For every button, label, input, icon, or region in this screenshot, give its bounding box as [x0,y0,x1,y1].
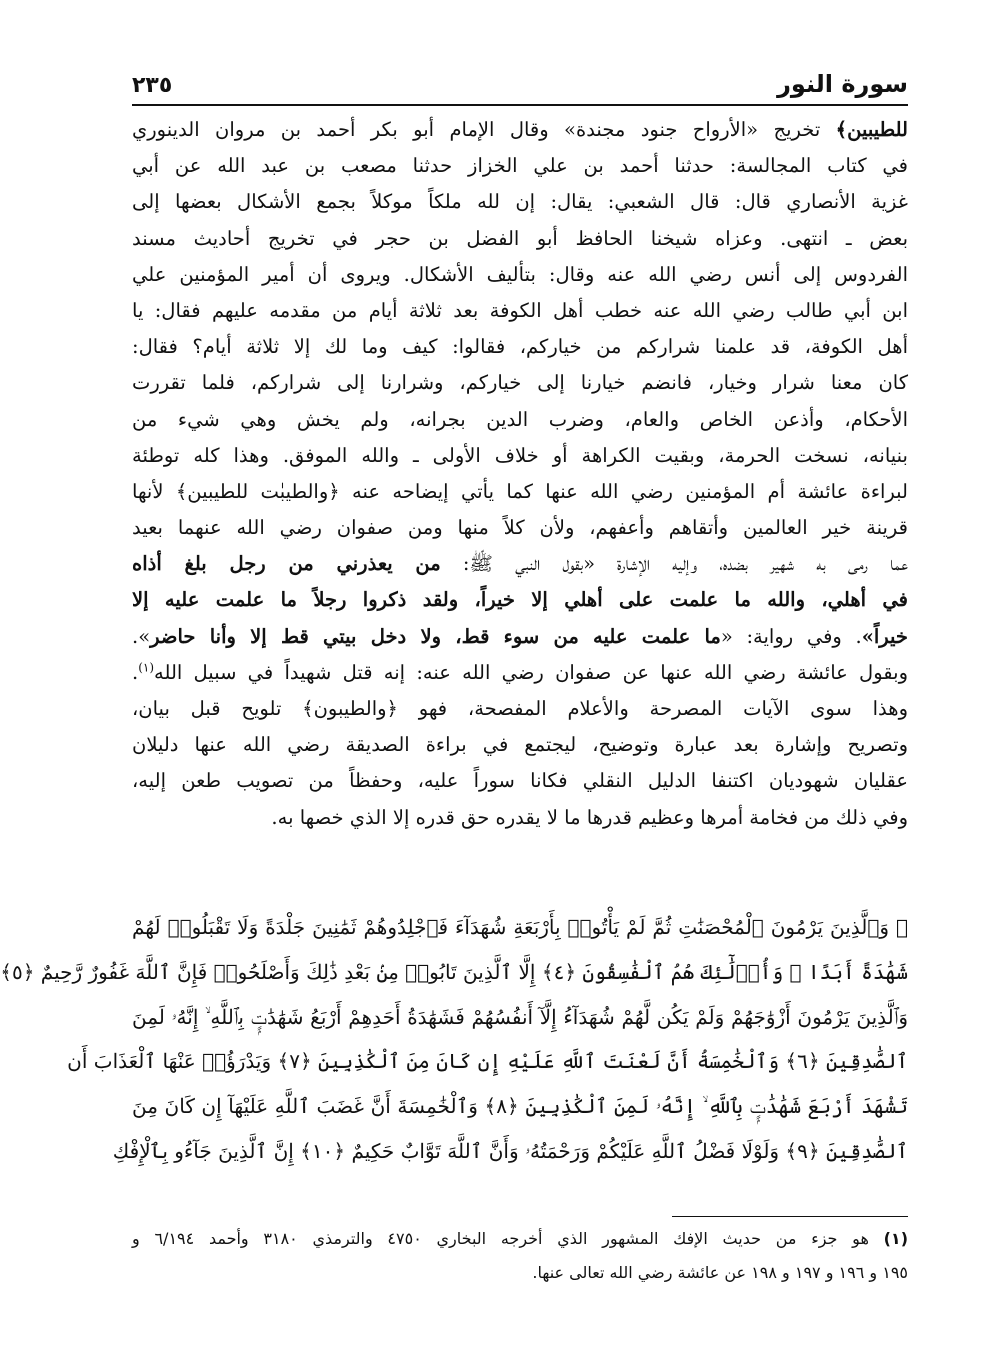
quran-verse-line: ﴿ وَٱلَّذِينَ يَرْمُونَ ٱلْمُحْصَنَٰتِ ثُمَّ لَمْ يَأْتُوا۟ بِأَرْبَعَةِ شُهَدَآءَ فَٱجْلِدُوهُمْ ثَمَٰنِينَ جَلْدَةً وَلَا تَقْبَلُوا۟ لَهُمْ [132,915,909,939]
text-run: وفي ذلك من فخامة أمرها وعظيم قدرها ما لا يقدره حق قدره إلا الذي خصها به. [271,805,908,829]
text-run: بنيانه، نسخت الحرمة، وبقيت الكراهة أو خلاف الأولى ـ والله الموفق. وهذا كله توطئة [132,443,908,467]
text-run: وبقول عائشة رضي الله عنها عن صفوان رضي الله عنه: إنه قتل شهيداً في سبيل الله [154,660,908,684]
text-run: وتصريح وإشارة بعد عبارة وتوضيح، ليجتمع في براءة الصديقة رضي الله عنها دليلان [132,733,908,757]
text-line [132,619,908,655]
text-line [132,184,908,220]
text-line [132,510,908,546]
text-line [132,438,908,474]
text-run: عما رمى به شهير بضده، وإليه الإشارة «بقول النبي ﷺ: [440,552,908,576]
hadith-quote-bold: في أهلي، والله ما علمت على أهلي إلا خيراً، ولقد ذكروا رجلاً ما علمت عليه إلا [132,588,908,612]
text-run: في كتاب المجالسة: حدثنا أحمد بن علي الخزاز حدثنا مصعب بن عبد الله عن أبي [132,154,908,178]
text-run: أهل الكوفة، قد علمنا شراركم من خياركم، فقالوا: كيف وما لك إلا ثلاثة أيام؟ فقال: [132,335,908,359]
footnote-line [132,1222,908,1256]
text-line [132,293,908,329]
footnote-line: ١٩٥ و ١٩٦ و ١٩٧ و ١٩٨ عن عائشة رضي الله تعالى عنها. [532,1263,908,1282]
header-divider [132,104,908,106]
hadith-quote-bold: للطيبين﴾ [835,118,908,141]
text-line [132,763,908,799]
text-run: غزية الأنصاري قال: قال الشعبي: يقال: إن لله ملكاً موكلاً بجمع الأشكال بعضها إلى [132,190,908,214]
text-line [132,148,908,184]
footnote-text: هو جزء من حديث الإفك المشهور الذي أخرجه البخاري ٤٧٥٠ والترمذي ٣١٨٠ وأحمد ٦/١٩٤ و [132,1229,884,1248]
text-run: كان معنا شرار وخيار، فانضم خيارنا إلى خياركم، وشرارنا إلى شراركم، فلما تقررت [132,371,908,395]
text-line [132,655,908,691]
quran-verse-line: وَٱلَّذِينَ يَرْمُونَ أَزْوَٰجَهُمْ وَلَمْ يَكُن لَّهُمْ شُهَدَآءُ إِلَّآ أَنفُسُهُمْ فَشَهَٰدَةُ أَحَدِهِمْ أَرْبَعُ شَهَٰدَٰتٍۭ بِٱللَّهِ ۙ إِنَّهُۥ لَمِنَ [132,1004,908,1029]
text-line [132,112,908,148]
text-run: بعض ـ انتهى. وعزاه شيخنا الحافظ أبو الفضل بن حجر في تخريج أحاديث مسند [132,226,908,250]
text-line [132,474,908,510]
text-line [132,402,908,438]
text-run: وهذا سوى الآيات المصرحة والأعلام المفصحة، فهو ﴿والطيبون﴾ تلويح قبل بيان، [132,697,908,720]
text-line [132,582,908,618]
text-run: ابن أبي طالب رضي الله عنه خطب أهل الكوفة بعد ثلاثة أيام من مقدمه عليهم فقال: يا [132,298,908,322]
text-run: ». [132,624,151,648]
commentary-text [132,112,908,836]
text-line [132,727,908,763]
text-line [132,221,908,257]
text-run: تخريج «الأرواح جنود مجندة» وقال الإمام أبو بكر أحمد بن مروان الدينوري [132,118,836,141]
hadith-quote-bold: من يعذرني من رجل بلغ أذاه [132,552,441,576]
quran-verses-block [0,905,909,1174]
page-number: ٢٣٥ [132,73,173,98]
hadith-quote-bold: خيراً» [861,624,908,648]
text-line [132,800,908,836]
quran-verse-line: تَشْهَدَ أَرْبَعَ شَهَٰدَٰتٍۭ بِٱللَّهِ ۙ إِنَّهُۥ لَمِنَ ٱلْكَٰذِبِينَ ﴿٨﴾ وَٱلْخَٰمِسَةَ أَنَّ غَضَبَ ٱللَّهِ عَلَيْهَآ إِن كَانَ مِنَ [132,1094,908,1119]
text-run: الفردوس إلى أنس رضي الله عنه وقال: بتأليف الأشكال. ويروى أن أمير المؤمنين علي [132,262,908,286]
text-line [132,257,908,293]
quran-verse-line: ٱلصَّٰدِقِينَ ﴿٦﴾ وَٱلْخَٰمِسَةُ أَنَّ لَعْنَتَ ٱللَّهِ عَلَيْهِ إِن كَانَ مِنَ ٱلْكَٰذِبِينَ ﴿٧﴾ وَيَدْرَؤُا۟ عَنْهَا ٱلْعَذَابَ أَن [67,1049,908,1074]
text-run: قرينة خير العالمين وأتقاهم وأعفهم، ولأن كلاً منها ومن صفوان رضي الله عنهما بعيد [132,516,908,540]
text-run: . وفي رواية: « [720,624,862,648]
hadith-quote-bold: ما علمت عليه من سوء قط، ولا دخل بيتي قط إلا وأنا حاضر [150,624,721,648]
text-line [132,329,908,365]
text-run: لبراءة عائشة أم المؤمنين رضي الله عنها كما يأتي إيضاحه عنه ﴿والطيبٰت للطيبين﴾ لأنها [132,479,908,503]
quran-verse-line: ٱلصَّٰدِقِينَ ﴿٩﴾ وَلَوْلَا فَضْلُ ٱللَّهِ عَلَيْكُمْ وَرَحْمَتُهُۥ وَأَنَّ ٱللَّهَ تَوَّابٌ حَكِيمٌ ﴿١٠﴾ إِنَّ ٱلَّذِينَ جَآءُو بِٱلْإِفْكِ [112,1138,908,1163]
text-line [132,546,908,582]
footnotes [132,1222,908,1290]
quran-verse-line: شَهَٰدَةً أَبَدًا ۚ وَأُو۟لَٰٓئِكَ هُمُ ٱلْفَٰسِقُونَ ﴿٤﴾ إِلَّا ٱلَّذِينَ تَابُوا۟ مِنۢ بَعْدِ ذَٰلِكَ وَأَصْلَحُوا۟ فَإِنَّ ٱللَّهَ غَفُورٌ رَّحِيمٌ ﴿٥﴾ [0,959,908,984]
text-run: . [132,660,139,684]
footnote-marker: (١) [883,1229,908,1248]
footnote-reference: (١) [138,660,155,675]
footnote-divider [672,1216,908,1217]
surah-title: سورة النور [777,70,908,98]
text-line [132,365,908,401]
page-header [132,58,908,98]
text-run: الأحكام، وأذعن الخاص والعام، وضرب الدين بجرانه، ولم يخش وهي شيء من [132,407,908,431]
text-line [132,691,908,727]
text-run: عقليان شهوديان اكتنفا الدليل النقلي فكانا سوراً عليه، وحفظاً من تصويب طعن إليه، [132,769,908,793]
